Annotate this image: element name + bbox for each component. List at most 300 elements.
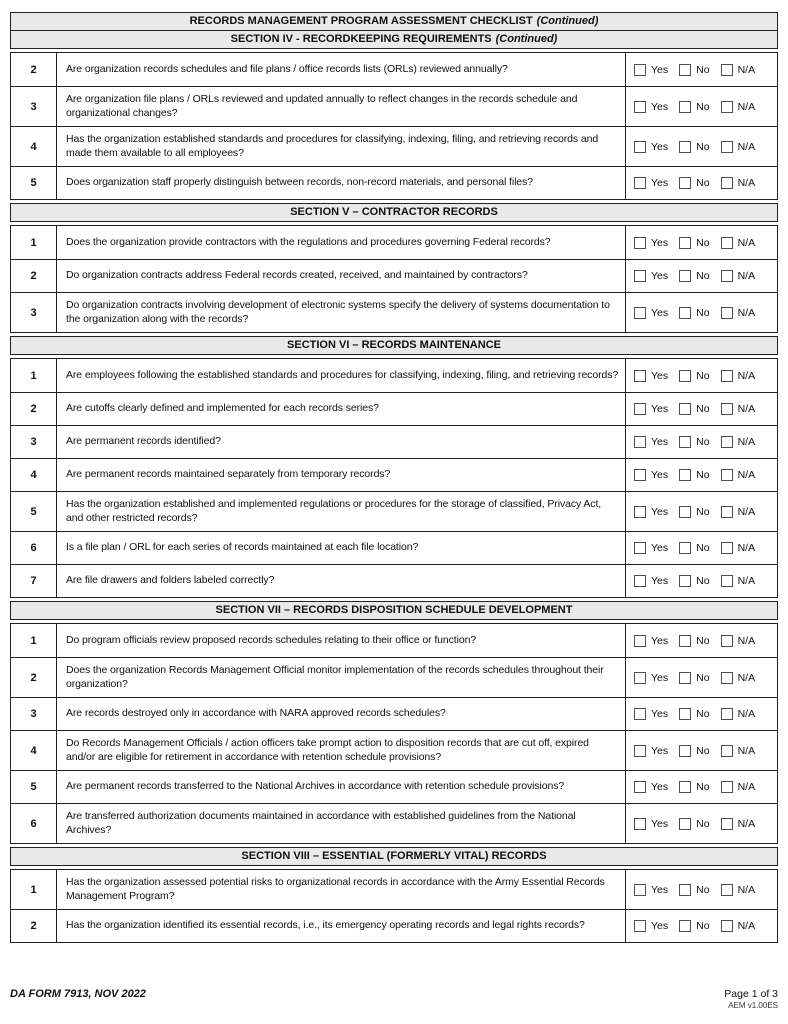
na-choice[interactable] [721,237,756,249]
yes-checkbox[interactable] [634,818,646,830]
yes-label: Yes [651,542,669,554]
yes-choice[interactable] [634,307,668,319]
no-checkbox[interactable] [679,177,691,189]
na-checkbox[interactable] [721,307,733,319]
na-checkbox[interactable] [721,403,733,415]
no-checkbox[interactable] [679,884,691,896]
na-choice[interactable] [721,141,756,153]
yes-checkbox[interactable] [634,506,646,518]
na-choice[interactable] [721,101,756,113]
question-number: 1 [11,226,57,259]
na-checkbox[interactable] [721,635,733,647]
yes-label: Yes [651,575,669,587]
yes-label: Yes [651,744,669,757]
question-text: Does the organization provide contractors with the regulations and procedures governing Federal records? [66,235,551,248]
answer-choices [625,492,777,531]
no-choice[interactable] [679,270,709,282]
na-label: N/A [737,403,756,415]
na-label: N/A [737,634,756,647]
question-number: 1 [11,870,57,909]
no-choice[interactable] [679,64,709,76]
section-heading-text: SECTION VI – RECORDS MAINTENANCE [287,339,501,351]
question-text: Are organization records schedules and file plans / office records lists (ORLs) reviewed annually? [66,62,508,75]
no-label: No [696,236,710,249]
question-row [11,803,777,843]
no-checkbox[interactable] [679,307,691,319]
yes-label: Yes [651,369,669,382]
question-number: 2 [11,658,57,697]
no-checkbox[interactable] [679,403,691,415]
question-text: Has the organization established standards and procedures for classifying, indexing, filing, and retrieving records and made them available to all employees? [66,133,599,159]
yes-checkbox[interactable] [634,177,646,189]
na-choice[interactable] [721,920,756,932]
question-row [11,564,777,597]
yes-label: Yes [651,140,669,153]
answer-choices [625,426,777,458]
question-row [11,657,777,697]
na-checkbox[interactable] [721,672,733,684]
question-number: 2 [11,260,57,292]
na-checkbox[interactable] [721,64,733,76]
question-number: 3 [11,426,57,458]
form-title-continued: (Continued) [536,15,599,27]
yes-checkbox[interactable] [634,436,646,448]
no-choice[interactable] [679,635,709,647]
section-rows [10,623,778,844]
no-label: No [696,671,710,684]
form-title-bar [10,12,778,30]
question-text: Are transferred authorization documents maintained in accordance with established guidelines from the National Archives? [66,810,576,836]
question-row [11,458,777,491]
sections-container [10,30,778,943]
na-choice[interactable] [721,708,756,720]
yes-choice[interactable] [634,708,668,720]
yes-choice[interactable] [634,920,668,932]
question-text: Has the organization established and implemented regulations or procedures for the storage of classified, Privacy Act, and other restricted records? [66,498,602,524]
question-row [11,770,777,803]
answer-choices [625,260,777,292]
no-label: No [696,781,710,793]
yes-choice[interactable] [634,270,668,282]
na-choice[interactable] [721,177,756,189]
answer-choices [625,731,777,770]
no-choice[interactable] [679,818,709,830]
question-number: 4 [11,731,57,770]
yes-choice[interactable] [634,403,668,415]
section-rows [10,869,778,943]
na-label: N/A [737,708,756,720]
na-label: N/A [737,542,756,554]
no-choice[interactable] [679,141,709,153]
question-text: Does the organization Records Management Official monitor implementation of the records schedules throughout their organization? [66,664,604,690]
na-label: N/A [737,100,756,113]
yes-choice[interactable] [634,141,668,153]
yes-label: Yes [651,177,669,189]
na-checkbox[interactable] [721,506,733,518]
no-choice[interactable] [679,708,709,720]
yes-checkbox[interactable] [634,307,646,319]
na-label: N/A [737,781,756,793]
yes-label: Yes [651,817,669,830]
answer-choices [625,698,777,730]
question-text: Do organization contracts involving development of electronic systems specify the delivery of systems documentation to the organization along with the records? [66,299,610,325]
na-label: N/A [737,575,756,587]
yes-label: Yes [651,306,669,319]
na-checkbox[interactable] [721,370,733,382]
na-checkbox[interactable] [721,270,733,282]
na-checkbox[interactable] [721,745,733,757]
question-text: Are organization file plans / ORLs reviewed and updated annually to reflect changes in the records schedule and organizational changes? [66,93,578,119]
answer-choices [625,167,777,199]
yes-checkbox[interactable] [634,469,646,481]
yes-label: Yes [651,63,669,76]
question-row [11,491,777,531]
na-label: N/A [737,920,756,932]
question-number: 5 [11,771,57,803]
question-number: 2 [11,910,57,942]
yes-choice[interactable] [634,781,668,793]
question-row [11,870,777,909]
yes-choice[interactable] [634,635,668,647]
no-checkbox[interactable] [679,506,691,518]
na-label: N/A [737,883,756,896]
na-checkbox[interactable] [721,542,733,554]
yes-label: Yes [651,920,669,932]
form-footer [10,988,778,1011]
question-number: 6 [11,804,57,843]
na-choice[interactable] [721,884,756,896]
question-number: 5 [11,167,57,199]
answer-choices [625,226,777,259]
no-choice[interactable] [679,307,709,319]
yes-checkbox[interactable] [634,370,646,382]
na-checkbox[interactable] [721,781,733,793]
yes-choice[interactable] [634,672,668,684]
no-label: No [696,403,710,415]
no-checkbox[interactable] [679,370,691,382]
section-heading [10,203,778,222]
question-row [11,697,777,730]
na-choice[interactable] [721,781,756,793]
no-choice[interactable] [679,370,709,382]
question-number: 1 [11,359,57,392]
question-text: Are permanent records transferred to the National Archives in accordance with retention schedule provisions? [66,780,565,793]
yes-label: Yes [651,436,669,448]
no-choice[interactable] [679,575,709,587]
section-rows [10,52,778,200]
no-label: No [696,469,710,481]
yes-checkbox[interactable] [634,708,646,720]
no-choice[interactable] [679,436,709,448]
na-choice[interactable] [721,436,756,448]
yes-choice[interactable] [634,575,668,587]
na-choice[interactable] [721,370,756,382]
yes-label: Yes [651,236,669,249]
question-text: Has the organization identified its essential records, i.e., its emergency operating records and legal rights records? [66,919,585,932]
yes-checkbox[interactable] [634,920,646,932]
no-choice[interactable] [679,745,709,757]
na-checkbox[interactable] [721,884,733,896]
no-label: No [696,634,710,647]
no-checkbox[interactable] [679,672,691,684]
no-label: No [696,883,710,896]
yes-label: Yes [651,270,669,282]
no-checkbox[interactable] [679,469,691,481]
question-row [11,86,777,126]
na-checkbox[interactable] [721,141,733,153]
question-row [11,166,777,199]
answer-choices [625,910,777,942]
section-rows [10,225,778,333]
no-choice[interactable] [679,506,709,518]
section-heading-continued: (Continued) [495,33,558,45]
question-text: Has the organization assessed potential risks to organizational records in accordance with the Army Essential Records Management Program? [66,876,605,902]
no-label: No [696,63,710,76]
na-choice[interactable] [721,307,756,319]
yes-choice[interactable] [634,370,668,382]
yes-checkbox[interactable] [634,64,646,76]
form-title: RECORDS MANAGEMENT PROGRAM ASSESSMENT CHECKLIST [189,15,533,27]
yes-choice[interactable] [634,64,668,76]
question-text: Are records destroyed only in accordance with NARA approved records schedules? [66,707,446,720]
yes-label: Yes [651,403,669,415]
na-label: N/A [737,236,756,249]
no-checkbox[interactable] [679,64,691,76]
form-version: AEM v1.00ES [728,1001,778,1010]
no-checkbox[interactable] [679,635,691,647]
no-checkbox[interactable] [679,745,691,757]
question-number: 4 [11,459,57,491]
question-text: Are permanent records identified? [66,435,221,448]
yes-checkbox[interactable] [634,141,646,153]
question-row [11,292,777,332]
question-row [11,126,777,166]
answer-choices [625,658,777,697]
na-checkbox[interactable] [721,575,733,587]
no-choice[interactable] [679,781,709,793]
na-choice[interactable] [721,506,756,518]
yes-checkbox[interactable] [634,672,646,684]
no-label: No [696,177,710,189]
na-choice[interactable] [721,542,756,554]
no-label: No [696,436,710,448]
na-label: N/A [737,270,756,282]
section-heading-text: SECTION V – CONTRACTOR RECORDS [290,206,498,218]
yes-checkbox[interactable] [634,542,646,554]
yes-label: Yes [651,708,669,720]
no-checkbox[interactable] [679,436,691,448]
no-checkbox[interactable] [679,781,691,793]
answer-choices [625,870,777,909]
form-table [10,12,778,943]
no-checkbox[interactable] [679,237,691,249]
na-checkbox[interactable] [721,818,733,830]
na-label: N/A [737,369,756,382]
no-checkbox[interactable] [679,920,691,932]
question-row [11,392,777,425]
answer-choices [625,624,777,657]
answer-choices [625,293,777,332]
yes-label: Yes [651,100,669,113]
yes-choice[interactable] [634,745,668,757]
question-number: 2 [11,393,57,425]
na-checkbox[interactable] [721,920,733,932]
no-checkbox[interactable] [679,708,691,720]
no-label: No [696,708,710,720]
yes-label: Yes [651,505,669,518]
section-heading [10,847,778,866]
question-row [11,259,777,292]
na-label: N/A [737,306,756,319]
yes-choice[interactable] [634,101,668,113]
na-checkbox[interactable] [721,436,733,448]
na-label: N/A [737,63,756,76]
na-label: N/A [737,505,756,518]
answer-choices [625,359,777,392]
question-number: 7 [11,565,57,597]
yes-label: Yes [651,781,669,793]
no-choice[interactable] [679,403,709,415]
no-checkbox[interactable] [679,101,691,113]
na-label: N/A [737,140,756,153]
na-label: N/A [737,817,756,830]
no-label: No [696,369,710,382]
yes-checkbox[interactable] [634,101,646,113]
no-label: No [696,575,710,587]
na-choice[interactable] [721,635,756,647]
question-row [11,425,777,458]
no-choice[interactable] [679,237,709,249]
answer-choices [625,393,777,425]
no-choice[interactable] [679,177,709,189]
question-number: 3 [11,698,57,730]
section-heading [10,601,778,620]
question-text: Do Records Management Officials / action officers take prompt action to disposition records that are cut off, expired and/or are eligible for retirement in accordance with retention schedule provisions? [66,737,589,763]
na-label: N/A [737,671,756,684]
no-label: No [696,140,710,153]
no-choice[interactable] [679,469,709,481]
question-text: Are file drawers and folders labeled correctly? [66,574,275,587]
no-label: No [696,542,710,554]
na-choice[interactable] [721,270,756,282]
na-choice[interactable] [721,672,756,684]
answer-choices [625,532,777,564]
na-checkbox[interactable] [721,469,733,481]
question-row [11,730,777,770]
no-checkbox[interactable] [679,818,691,830]
yes-choice[interactable] [634,506,668,518]
answer-choices [625,804,777,843]
question-number: 1 [11,624,57,657]
no-choice[interactable] [679,884,709,896]
no-label: No [696,920,710,932]
section-heading-text: SECTION VII – RECORDS DISPOSITION SCHEDULE DEVELOPMENT [215,604,573,616]
yes-checkbox[interactable] [634,635,646,647]
question-text: Do organization contracts address Federal records created, received, and maintained by contractors? [66,269,528,282]
question-number: 3 [11,293,57,332]
no-choice[interactable] [679,542,709,554]
section-heading-text: SECTION IV - RECORDKEEPING REQUIREMENTS [230,33,492,45]
footer-right [724,988,778,1011]
yes-choice[interactable] [634,436,668,448]
yes-checkbox[interactable] [634,781,646,793]
na-choice[interactable] [721,469,756,481]
na-choice[interactable] [721,818,756,830]
yes-checkbox[interactable] [634,270,646,282]
yes-checkbox[interactable] [634,884,646,896]
question-text: Are cutoffs clearly defined and implemented for each records series? [66,402,379,415]
na-checkbox[interactable] [721,708,733,720]
question-text: Is a file plan / ORL for each series of records maintained at each file location? [66,541,419,554]
section-heading [10,30,778,49]
no-checkbox[interactable] [679,141,691,153]
answer-choices [625,459,777,491]
yes-checkbox[interactable] [634,403,646,415]
question-row [11,359,777,392]
question-number: 3 [11,87,57,126]
yes-label: Yes [651,469,669,481]
section-heading-text: SECTION VIII – ESSENTIAL (FORMERLY VITAL) RECORDS [241,850,547,862]
yes-checkbox[interactable] [634,237,646,249]
na-choice[interactable] [721,403,756,415]
form-id: DA FORM 7913, NOV 2022 [10,988,146,1000]
question-row [11,624,777,657]
no-checkbox[interactable] [679,575,691,587]
no-checkbox[interactable] [679,542,691,554]
na-label: N/A [737,469,756,481]
na-checkbox[interactable] [721,177,733,189]
page-number: Page 1 of 3 [724,988,778,1000]
na-choice[interactable] [721,64,756,76]
na-checkbox[interactable] [721,237,733,249]
no-choice[interactable] [679,101,709,113]
na-label: N/A [737,744,756,757]
no-label: No [696,744,710,757]
question-text: Are employees following the established standards and procedures for classifying, indexing, filing, and retrieving records? [66,368,619,381]
na-choice[interactable] [721,745,756,757]
no-label: No [696,100,710,113]
answer-choices [625,53,777,86]
yes-choice[interactable] [634,177,668,189]
na-label: N/A [737,436,756,448]
yes-choice[interactable] [634,818,668,830]
question-number: 5 [11,492,57,531]
section-rows [10,358,778,598]
question-row [11,531,777,564]
yes-label: Yes [651,671,669,684]
no-label: No [696,306,710,319]
question-text: Do program officials review proposed records schedules relating to their office or function? [66,633,477,646]
yes-choice[interactable] [634,237,668,249]
question-row [11,226,777,259]
yes-choice[interactable] [634,469,668,481]
yes-checkbox[interactable] [634,575,646,587]
yes-checkbox[interactable] [634,745,646,757]
yes-label: Yes [651,634,669,647]
answer-choices [625,771,777,803]
yes-choice[interactable] [634,884,668,896]
na-checkbox[interactable] [721,101,733,113]
no-checkbox[interactable] [679,270,691,282]
question-number: 4 [11,127,57,166]
answer-choices [625,87,777,126]
na-choice[interactable] [721,575,756,587]
no-choice[interactable] [679,920,709,932]
na-label: N/A [737,177,756,189]
answer-choices [625,127,777,166]
yes-choice[interactable] [634,542,668,554]
no-choice[interactable] [679,672,709,684]
